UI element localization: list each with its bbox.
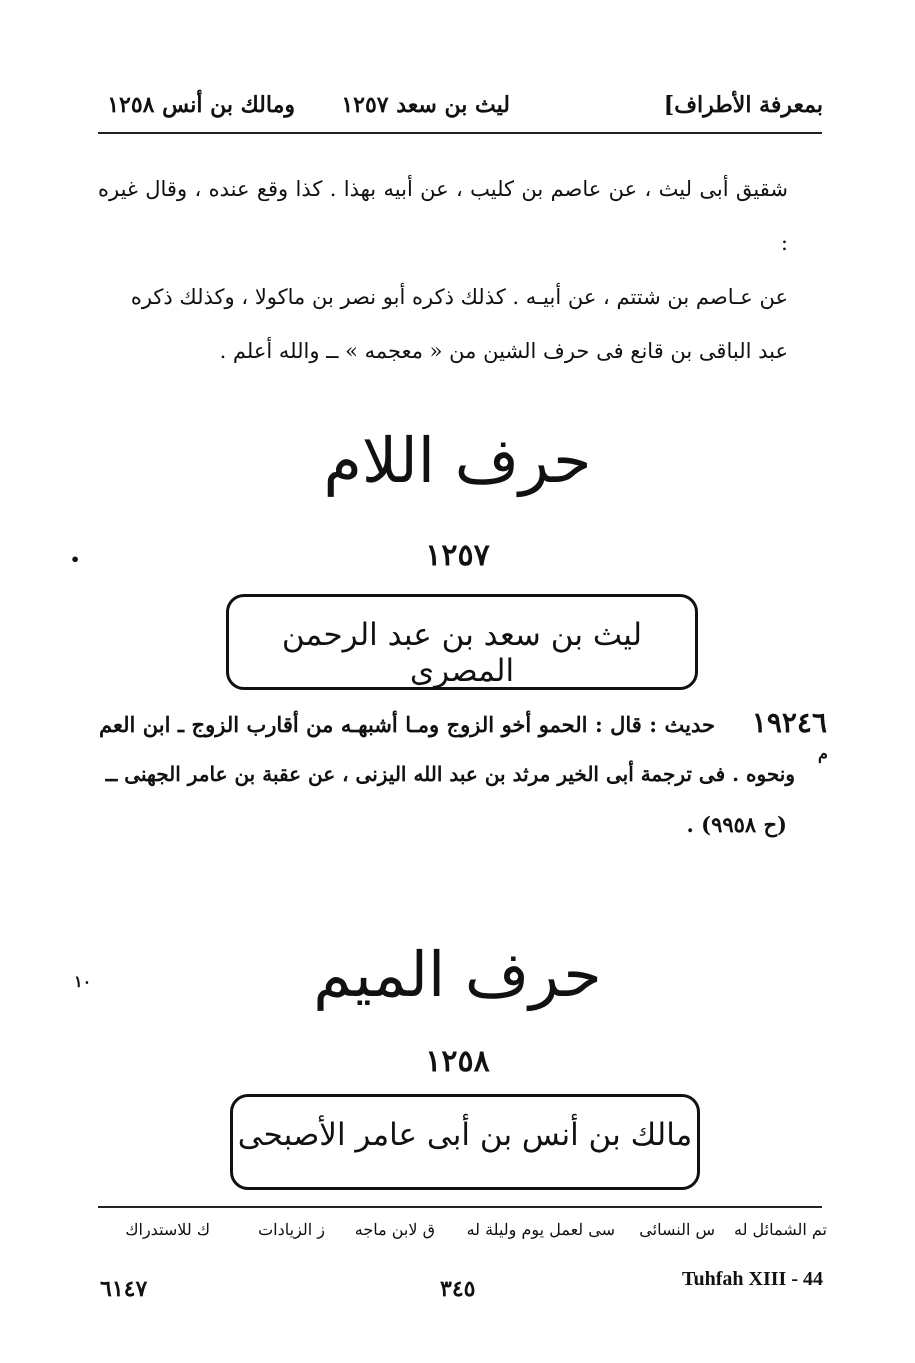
footer-serial-number: ٦١٤٧: [100, 1276, 148, 1302]
margin-line-10: ١٠: [74, 972, 92, 991]
footer-volume-ref: Tuhfah XIII - 44: [682, 1268, 823, 1290]
entry-number-1258: ١٢٥٨: [425, 1044, 490, 1079]
narrator-box-malik: [230, 1094, 700, 1190]
abbr-nasai: س النسائى: [639, 1220, 715, 1239]
header-rule: [98, 132, 822, 134]
margin-dot: •: [70, 550, 81, 569]
footer-rule: [98, 1206, 822, 1208]
abbr-ibn-majah: ق لابن ماجه: [354, 1220, 435, 1239]
header-section-1257: ليث بن سعد ١٢٥٧: [341, 92, 510, 118]
entry-number-1257: ١٢٥٧: [425, 538, 490, 573]
footer-page-number: ٣٤٥: [440, 1276, 476, 1302]
abbr-istidrak: ك للاستدراك: [125, 1220, 210, 1239]
narrator-name-laith: ليث بن سعد بن عبد الرحمن المصرى: [281, 617, 643, 689]
abbr-ziyadat: ز الزيادات: [258, 1220, 325, 1239]
header-section-1258: ومالك بن أنس ١٢٥٨: [107, 92, 295, 118]
narrator-box-laith: [226, 594, 698, 690]
narrator-name-malik: مالك بن أنس بن أبى عامر الأصبحى: [237, 1117, 693, 1153]
abbr-amal-yawm: سى لعمل يوم وليلة له: [466, 1220, 615, 1239]
hadith-line-3: (ح ٩٩٥٨) .: [686, 812, 787, 837]
margin-marker-m: م: [818, 744, 828, 763]
hadith-line-2: ونحوه . فى ترجمة أبى الخير مرثد بن عبد الله اليزنى ، عن عقبة بن عامر الجهنى ــ: [105, 762, 795, 786]
intro-line-1: شقيق أبى ليث ، عن عاصم بن كليب ، عن أبيه بهذا . كذا وقع عنده ، وقال غيره :: [98, 177, 788, 255]
abbr-shamail: تم الشمائل له: [733, 1220, 827, 1239]
section-heading-mim: حرف الميم: [313, 938, 602, 1011]
intro-line-3: عبد الباقى بن قانع فى حرف الشين من « معجمه » ــ والله أعلم .: [219, 339, 788, 363]
section-heading-lam: حرف اللام: [323, 424, 592, 497]
hadith-line-1: حديث : قال : الحمو أخو الزوج ومـا أشبهـه من أقارب الزوج ـ ابن العم: [99, 712, 715, 737]
intro-paragraph: [98, 162, 788, 378]
intro-line-2: عن عـاصم بن شتتم ، عن أبيـه . كذلك ذكره أبو نصر بن ماكولا ، وكذلك ذكره: [130, 285, 788, 309]
header-chapter: بمعرفة الأطراف]: [663, 92, 823, 118]
hadith-number: ١٩٢٤٦: [751, 706, 827, 739]
